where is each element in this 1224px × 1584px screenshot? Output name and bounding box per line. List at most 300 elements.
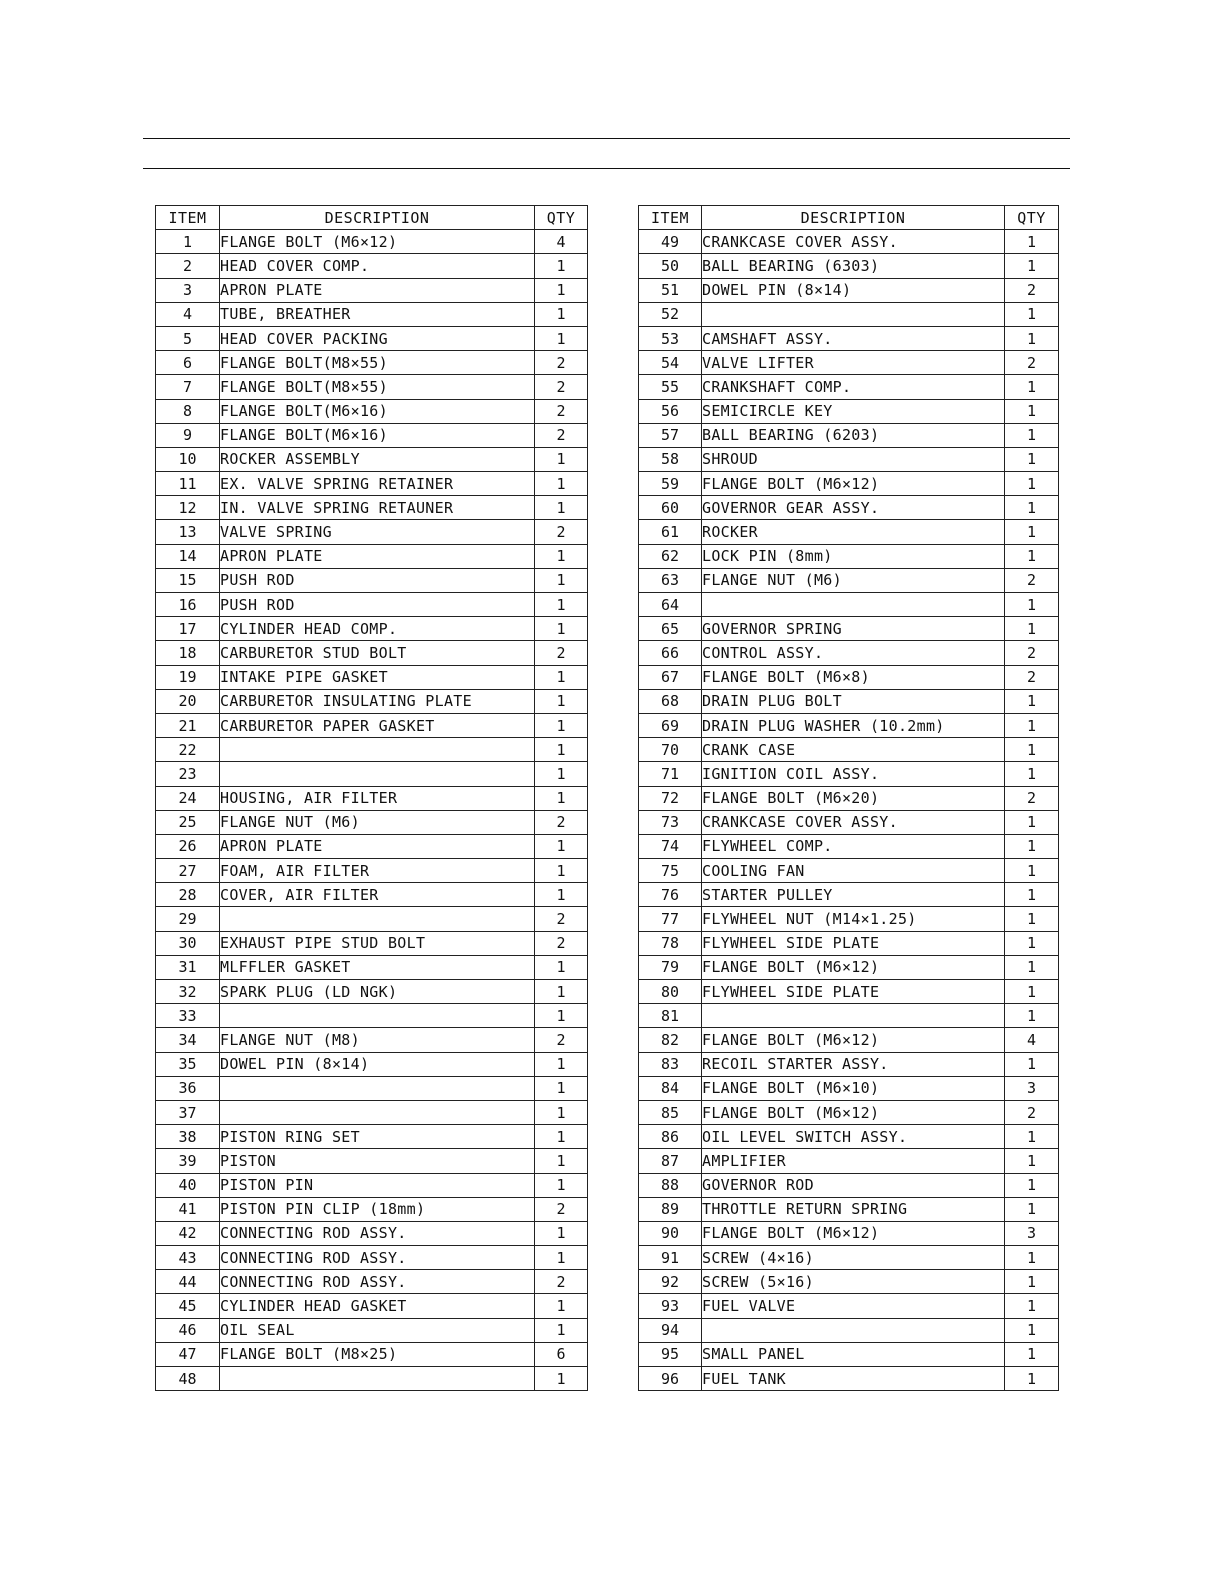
- description-cell: FLANGE BOLT (M6×12): [702, 955, 1005, 979]
- table-row: [639, 447, 1059, 471]
- qty-cell: 2: [535, 1270, 588, 1294]
- item-cell: 38: [156, 1125, 220, 1149]
- description-cell: DOWEL PIN (8×14): [702, 278, 1005, 302]
- description-cell: [220, 762, 535, 786]
- table-row: [639, 834, 1059, 858]
- item-cell: 64: [639, 593, 702, 617]
- item-cell: 9: [156, 423, 220, 447]
- description-cell: FLANGE BOLT(M6×16): [220, 399, 535, 423]
- qty-cell: 2: [535, 907, 588, 931]
- table-row: [156, 1173, 588, 1197]
- item-cell: 48: [156, 1367, 220, 1391]
- table-row: [639, 810, 1059, 834]
- description-cell: FUEL VALVE: [702, 1294, 1005, 1318]
- description-cell: IN. VALVE SPRING RETAUNER: [220, 496, 535, 520]
- description-cell: RECOIL STARTER ASSY.: [702, 1052, 1005, 1076]
- table-row: [639, 859, 1059, 883]
- header-rule-top: [143, 138, 1070, 139]
- header-rule-bottom: [143, 168, 1070, 169]
- item-cell: 25: [156, 810, 220, 834]
- qty-cell: 1: [1005, 1294, 1059, 1318]
- description-cell: FLANGE BOLT (M6×12): [702, 1028, 1005, 1052]
- item-cell: 27: [156, 859, 220, 883]
- table-row: [639, 1100, 1059, 1124]
- qty-cell: 2: [1005, 568, 1059, 592]
- qty-cell: 1: [1005, 689, 1059, 713]
- description-cell: [702, 593, 1005, 617]
- description-cell: FLANGE BOLT (M6×12): [702, 472, 1005, 496]
- item-cell: 28: [156, 883, 220, 907]
- description-cell: FLYWHEEL SIDE PLATE: [702, 980, 1005, 1004]
- item-cell: 11: [156, 472, 220, 496]
- item-cell: 31: [156, 955, 220, 979]
- description-cell: APRON PLATE: [220, 278, 535, 302]
- item-cell: 55: [639, 375, 702, 399]
- qty-cell: 1: [1005, 230, 1059, 254]
- qty-cell: 1: [1005, 447, 1059, 471]
- table-row: [639, 980, 1059, 1004]
- table-row: [639, 1052, 1059, 1076]
- qty-cell: 1: [1005, 713, 1059, 737]
- item-cell: 75: [639, 859, 702, 883]
- qty-cell: 2: [1005, 1100, 1059, 1124]
- item-cell: 89: [639, 1197, 702, 1221]
- qty-cell: 1: [1005, 1004, 1059, 1028]
- table-row: [639, 689, 1059, 713]
- description-cell: OIL LEVEL SWITCH ASSY.: [702, 1125, 1005, 1149]
- description-cell: AMPLIFIER: [702, 1149, 1005, 1173]
- description-cell: SMALL PANEL: [702, 1342, 1005, 1366]
- item-cell: 49: [639, 230, 702, 254]
- description-cell: CAMSHAFT ASSY.: [702, 326, 1005, 350]
- qty-cell: 1: [535, 1004, 588, 1028]
- item-cell: 43: [156, 1246, 220, 1270]
- qty-cell: 1: [1005, 496, 1059, 520]
- parts-table-right: [638, 205, 1059, 1391]
- qty-cell: 2: [1005, 665, 1059, 689]
- description-cell: EXHAUST PIPE STUD BOLT: [220, 931, 535, 955]
- table-row: [156, 1342, 588, 1366]
- parts-table-left: [155, 205, 588, 1391]
- item-cell: 29: [156, 907, 220, 931]
- table-row: [156, 472, 588, 496]
- description-cell: FLANGE BOLT (M6×8): [702, 665, 1005, 689]
- table-row: [156, 423, 588, 447]
- description-cell: [702, 302, 1005, 326]
- item-cell: 70: [639, 738, 702, 762]
- table-row: [156, 520, 588, 544]
- table-row: [639, 641, 1059, 665]
- description-cell: DRAIN PLUG WASHER (10.2mm): [702, 713, 1005, 737]
- description-cell: THROTTLE RETURN SPRING: [702, 1197, 1005, 1221]
- table-row: [639, 568, 1059, 592]
- item-cell: 83: [639, 1052, 702, 1076]
- item-cell: 26: [156, 834, 220, 858]
- qty-cell: 1: [535, 278, 588, 302]
- description-cell: TUBE, BREATHER: [220, 302, 535, 326]
- item-cell: 81: [639, 1004, 702, 1028]
- item-cell: 10: [156, 447, 220, 471]
- item-cell: 58: [639, 447, 702, 471]
- item-cell: 78: [639, 931, 702, 955]
- item-cell: 51: [639, 278, 702, 302]
- table-row: [639, 1367, 1059, 1391]
- qty-cell: 1: [1005, 834, 1059, 858]
- description-cell: PISTON: [220, 1149, 535, 1173]
- item-cell: 7: [156, 375, 220, 399]
- item-cell: 94: [639, 1318, 702, 1342]
- qty-cell: 1: [1005, 955, 1059, 979]
- description-cell: FLANGE BOLT (M8×25): [220, 1342, 535, 1366]
- qty-cell: 1: [535, 786, 588, 810]
- description-cell: SHROUD: [702, 447, 1005, 471]
- description-cell: FLANGE BOLT (M6×12): [220, 230, 535, 254]
- item-cell: 20: [156, 689, 220, 713]
- item-cell: 61: [639, 520, 702, 544]
- qty-cell: 2: [1005, 278, 1059, 302]
- qty-cell: 1: [535, 762, 588, 786]
- description-cell: HEAD COVER COMP.: [220, 254, 535, 278]
- table-row: [156, 278, 588, 302]
- description-cell: FUEL TANK: [702, 1367, 1005, 1391]
- description-cell: [220, 1076, 535, 1100]
- description-cell: SPARK PLUG (LD NGK): [220, 980, 535, 1004]
- item-cell: 63: [639, 568, 702, 592]
- table-row: [156, 351, 588, 375]
- description-cell: LOCK PIN (8mm): [702, 544, 1005, 568]
- item-cell: 6: [156, 351, 220, 375]
- qty-cell: 1: [535, 1125, 588, 1149]
- qty-cell: 1: [535, 1149, 588, 1173]
- item-cell: 5: [156, 326, 220, 350]
- item-cell: 93: [639, 1294, 702, 1318]
- item-cell: 17: [156, 617, 220, 641]
- item-cell: 84: [639, 1076, 702, 1100]
- qty-cell: 1: [535, 955, 588, 979]
- qty-cell: 1: [535, 326, 588, 350]
- item-cell: 14: [156, 544, 220, 568]
- item-cell: 86: [639, 1125, 702, 1149]
- item-cell: 23: [156, 762, 220, 786]
- table-row: [639, 1342, 1059, 1366]
- description-cell: FLYWHEEL SIDE PLATE: [702, 931, 1005, 955]
- item-cell: 87: [639, 1149, 702, 1173]
- description-cell: FLANGE BOLT (M6×20): [702, 786, 1005, 810]
- description-cell: FLANGE NUT (M6): [702, 568, 1005, 592]
- table-row: [156, 617, 588, 641]
- item-cell: 45: [156, 1294, 220, 1318]
- description-cell: FLYWHEEL COMP.: [702, 834, 1005, 858]
- qty-cell: 1: [535, 883, 588, 907]
- item-cell: 50: [639, 254, 702, 278]
- table-row: [639, 254, 1059, 278]
- item-cell: 34: [156, 1028, 220, 1052]
- description-cell: FLANGE NUT (M6): [220, 810, 535, 834]
- item-cell: 66: [639, 641, 702, 665]
- description-cell: [220, 907, 535, 931]
- qty-cell: 2: [535, 375, 588, 399]
- table-header-row: [639, 206, 1059, 230]
- table-row: [156, 1028, 588, 1052]
- table-row: [156, 1125, 588, 1149]
- table-row: [156, 738, 588, 762]
- qty-cell: 1: [1005, 423, 1059, 447]
- item-cell: 91: [639, 1246, 702, 1270]
- description-cell: SEMICIRCLE KEY: [702, 399, 1005, 423]
- table-row: [639, 762, 1059, 786]
- qty-cell: 1: [1005, 399, 1059, 423]
- description-cell: INTAKE PIPE GASKET: [220, 665, 535, 689]
- qty-cell: 1: [535, 1100, 588, 1124]
- item-cell: 73: [639, 810, 702, 834]
- item-cell: 46: [156, 1318, 220, 1342]
- description-cell: FOAM, AIR FILTER: [220, 859, 535, 883]
- description-cell: HEAD COVER PACKING: [220, 326, 535, 350]
- table-row: [639, 351, 1059, 375]
- item-cell: 96: [639, 1367, 702, 1391]
- qty-cell: 1: [535, 472, 588, 496]
- qty-cell: 1: [1005, 1125, 1059, 1149]
- table-row: [156, 1076, 588, 1100]
- table-row: [639, 786, 1059, 810]
- item-cell: 67: [639, 665, 702, 689]
- header-qty: QTY: [535, 206, 588, 230]
- qty-cell: 1: [1005, 980, 1059, 1004]
- table-row: [156, 302, 588, 326]
- description-cell: CYLINDER HEAD GASKET: [220, 1294, 535, 1318]
- table-row: [156, 786, 588, 810]
- table-row: [639, 1294, 1059, 1318]
- qty-cell: 1: [535, 617, 588, 641]
- item-cell: 77: [639, 907, 702, 931]
- table-row: [639, 1004, 1059, 1028]
- table-row: [156, 834, 588, 858]
- description-cell: PISTON PIN CLIP (18mm): [220, 1197, 535, 1221]
- description-cell: FLYWHEEL NUT (M14×1.25): [702, 907, 1005, 931]
- table-row: [639, 1125, 1059, 1149]
- description-cell: FLANGE NUT (M8): [220, 1028, 535, 1052]
- item-cell: 54: [639, 351, 702, 375]
- qty-cell: 6: [535, 1342, 588, 1366]
- qty-cell: 2: [535, 351, 588, 375]
- description-cell: HOUSING, AIR FILTER: [220, 786, 535, 810]
- qty-cell: 1: [535, 1246, 588, 1270]
- description-cell: OIL SEAL: [220, 1318, 535, 1342]
- description-cell: COOLING FAN: [702, 859, 1005, 883]
- item-cell: 1: [156, 230, 220, 254]
- qty-cell: 2: [1005, 641, 1059, 665]
- table-row: [639, 931, 1059, 955]
- description-cell: ROCKER ASSEMBLY: [220, 447, 535, 471]
- qty-cell: 3: [1005, 1076, 1059, 1100]
- item-cell: 59: [639, 472, 702, 496]
- qty-cell: 1: [1005, 1342, 1059, 1366]
- table-row: [639, 302, 1059, 326]
- item-cell: 65: [639, 617, 702, 641]
- item-cell: 3: [156, 278, 220, 302]
- description-cell: FLANGE BOLT(M8×55): [220, 375, 535, 399]
- item-cell: 79: [639, 955, 702, 979]
- header-item: ITEM: [156, 206, 220, 230]
- qty-cell: 1: [535, 859, 588, 883]
- item-cell: 90: [639, 1221, 702, 1245]
- qty-cell: 4: [535, 230, 588, 254]
- qty-cell: 1: [1005, 593, 1059, 617]
- table-header-row: [156, 206, 588, 230]
- item-cell: 53: [639, 326, 702, 350]
- table-row: [639, 399, 1059, 423]
- description-cell: CARBURETOR INSULATING PLATE: [220, 689, 535, 713]
- description-cell: APRON PLATE: [220, 834, 535, 858]
- table-row: [156, 1246, 588, 1270]
- description-cell: [220, 738, 535, 762]
- qty-cell: 1: [1005, 883, 1059, 907]
- qty-cell: 1: [535, 1076, 588, 1100]
- description-cell: CYLINDER HEAD COMP.: [220, 617, 535, 641]
- item-cell: 30: [156, 931, 220, 955]
- qty-cell: 1: [1005, 617, 1059, 641]
- qty-cell: 1: [535, 1367, 588, 1391]
- description-cell: DOWEL PIN (8×14): [220, 1052, 535, 1076]
- item-cell: 47: [156, 1342, 220, 1366]
- description-cell: FLANGE BOLT(M8×55): [220, 351, 535, 375]
- description-cell: BALL BEARING (6303): [702, 254, 1005, 278]
- item-cell: 21: [156, 713, 220, 737]
- item-cell: 16: [156, 593, 220, 617]
- table-row: [156, 568, 588, 592]
- qty-cell: 1: [535, 1318, 588, 1342]
- description-cell: ROCKER: [702, 520, 1005, 544]
- description-cell: CONNECTING ROD ASSY.: [220, 1270, 535, 1294]
- qty-cell: 1: [1005, 472, 1059, 496]
- table-row: [639, 617, 1059, 641]
- description-cell: GOVERNOR GEAR ASSY.: [702, 496, 1005, 520]
- qty-cell: 2: [535, 1028, 588, 1052]
- item-cell: 44: [156, 1270, 220, 1294]
- table-row: [156, 1270, 588, 1294]
- description-cell: PUSH ROD: [220, 593, 535, 617]
- table-row: [156, 399, 588, 423]
- table-row: [156, 1100, 588, 1124]
- table-row: [639, 326, 1059, 350]
- qty-cell: 1: [535, 254, 588, 278]
- table-row: [156, 544, 588, 568]
- qty-cell: 1: [1005, 931, 1059, 955]
- item-cell: 71: [639, 762, 702, 786]
- item-cell: 40: [156, 1173, 220, 1197]
- description-cell: VALVE SPRING: [220, 520, 535, 544]
- qty-cell: 2: [535, 931, 588, 955]
- qty-cell: 1: [1005, 762, 1059, 786]
- header-description: DESCRIPTION: [702, 206, 1005, 230]
- qty-cell: 2: [1005, 786, 1059, 810]
- description-cell: [220, 1367, 535, 1391]
- description-cell: BALL BEARING (6203): [702, 423, 1005, 447]
- description-cell: [220, 1100, 535, 1124]
- table-row: [639, 472, 1059, 496]
- qty-cell: 1: [1005, 1052, 1059, 1076]
- table-row: [156, 1318, 588, 1342]
- qty-cell: 1: [535, 1052, 588, 1076]
- qty-cell: 1: [1005, 1270, 1059, 1294]
- qty-cell: 1: [535, 496, 588, 520]
- description-cell: DRAIN PLUG BOLT: [702, 689, 1005, 713]
- table-row: [156, 1149, 588, 1173]
- description-cell: FLANGE BOLT (M6×12): [702, 1221, 1005, 1245]
- qty-cell: 1: [535, 689, 588, 713]
- item-cell: 56: [639, 399, 702, 423]
- table-row: [156, 980, 588, 1004]
- item-cell: 35: [156, 1052, 220, 1076]
- description-cell: GOVERNOR ROD: [702, 1173, 1005, 1197]
- table-row: [639, 1221, 1059, 1245]
- item-cell: 41: [156, 1197, 220, 1221]
- qty-cell: 1: [1005, 1149, 1059, 1173]
- qty-cell: 2: [535, 520, 588, 544]
- qty-cell: 1: [535, 302, 588, 326]
- qty-cell: 1: [535, 980, 588, 1004]
- item-cell: 2: [156, 254, 220, 278]
- description-cell: APRON PLATE: [220, 544, 535, 568]
- description-cell: EX. VALVE SPRING RETAINER: [220, 472, 535, 496]
- qty-cell: 1: [1005, 810, 1059, 834]
- description-cell: CONNECTING ROD ASSY.: [220, 1221, 535, 1245]
- description-cell: [220, 1004, 535, 1028]
- table-row: [156, 810, 588, 834]
- item-cell: 62: [639, 544, 702, 568]
- qty-cell: 1: [535, 834, 588, 858]
- table-row: [156, 1052, 588, 1076]
- table-row: [156, 955, 588, 979]
- item-cell: 15: [156, 568, 220, 592]
- item-cell: 95: [639, 1342, 702, 1366]
- qty-cell: 1: [535, 738, 588, 762]
- item-cell: 72: [639, 786, 702, 810]
- qty-cell: 3: [1005, 1221, 1059, 1245]
- table-row: [639, 1076, 1059, 1100]
- qty-cell: 1: [1005, 907, 1059, 931]
- item-cell: 57: [639, 423, 702, 447]
- table-row: [639, 713, 1059, 737]
- description-cell: [702, 1004, 1005, 1028]
- table-row: [156, 641, 588, 665]
- qty-cell: 1: [1005, 254, 1059, 278]
- table-row: [639, 883, 1059, 907]
- item-cell: 69: [639, 713, 702, 737]
- table-row: [639, 1318, 1059, 1342]
- description-cell: PISTON PIN: [220, 1173, 535, 1197]
- table-row: [156, 254, 588, 278]
- header-item: ITEM: [639, 206, 702, 230]
- table-row: [639, 955, 1059, 979]
- item-cell: 4: [156, 302, 220, 326]
- item-cell: 60: [639, 496, 702, 520]
- qty-cell: 1: [1005, 544, 1059, 568]
- item-cell: 80: [639, 980, 702, 1004]
- qty-cell: 1: [1005, 302, 1059, 326]
- item-cell: 33: [156, 1004, 220, 1028]
- table-row: [639, 665, 1059, 689]
- qty-cell: 2: [535, 399, 588, 423]
- table-row: [156, 1197, 588, 1221]
- table-row: [639, 230, 1059, 254]
- table-row: [639, 1149, 1059, 1173]
- table-row: [156, 1221, 588, 1245]
- description-cell: CRANK CASE: [702, 738, 1005, 762]
- table-row: [639, 423, 1059, 447]
- item-cell: 24: [156, 786, 220, 810]
- item-cell: 88: [639, 1173, 702, 1197]
